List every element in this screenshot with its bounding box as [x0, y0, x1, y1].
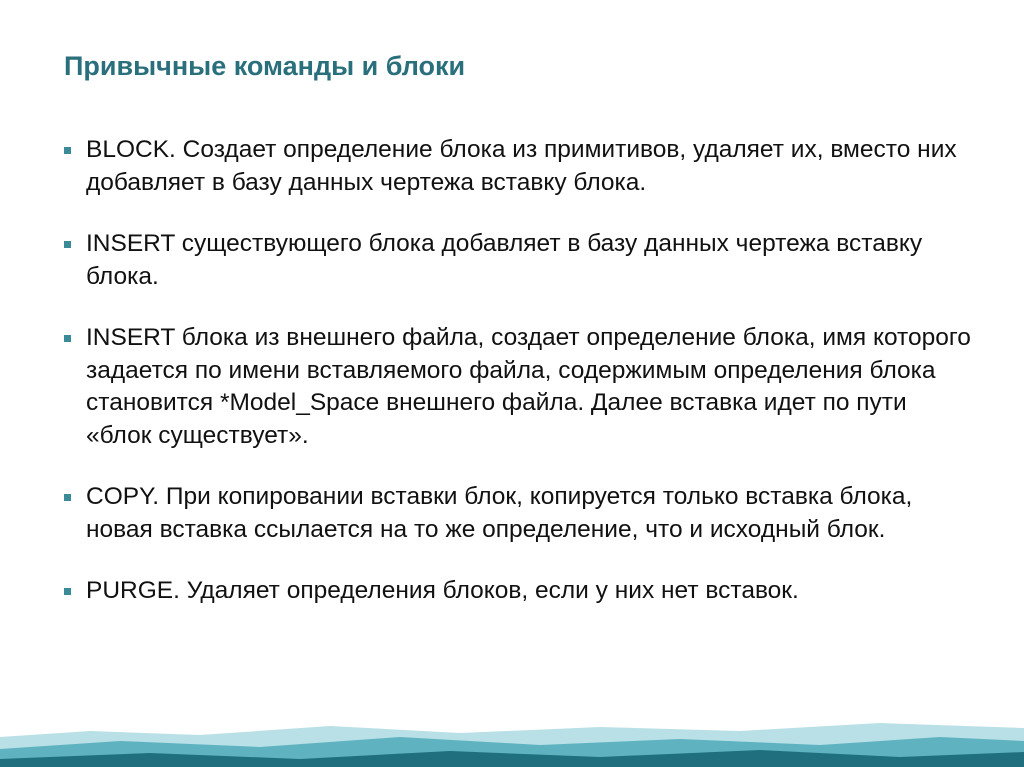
bullet-text: PURGE. Удаляет определения блоков, если у них нет вставок. — [86, 577, 799, 604]
bullet-text: INSERT существующего блока добавляет в базу данных чертежа вставку блока. — [86, 230, 923, 290]
square-bullet-icon — [64, 588, 71, 595]
list-item — [64, 322, 974, 452]
square-bullet-icon — [64, 147, 71, 154]
bullet-text: INSERT блока из внешнего файла, создает определение блока, имя которого задается по имени вставляемого файла, содержимым определения блока становится *Model_Space внешнего файла. Далее вставка идет по пути «блок существует». — [86, 324, 971, 449]
bullet-text: COPY. При копировании вставки блок, копируется только вставка блока, новая вставка ссылается на то же определение, что и исходный блок. — [86, 483, 913, 543]
bullet-list — [64, 134, 974, 637]
square-bullet-icon — [64, 335, 71, 342]
list-item — [64, 575, 974, 608]
bullet-text: BLOCK. Создает определение блока из примитивов, удаляет их, вместо них добавляет в базу данных чертежа вставку блока. — [86, 136, 957, 196]
square-bullet-icon — [64, 494, 71, 501]
slide-title: Привычные команды и блоки — [64, 51, 466, 81]
wave-footer-decoration — [0, 717, 1024, 767]
list-item — [64, 481, 974, 546]
list-item — [64, 228, 974, 293]
list-item — [64, 134, 974, 199]
square-bullet-icon — [64, 241, 71, 248]
